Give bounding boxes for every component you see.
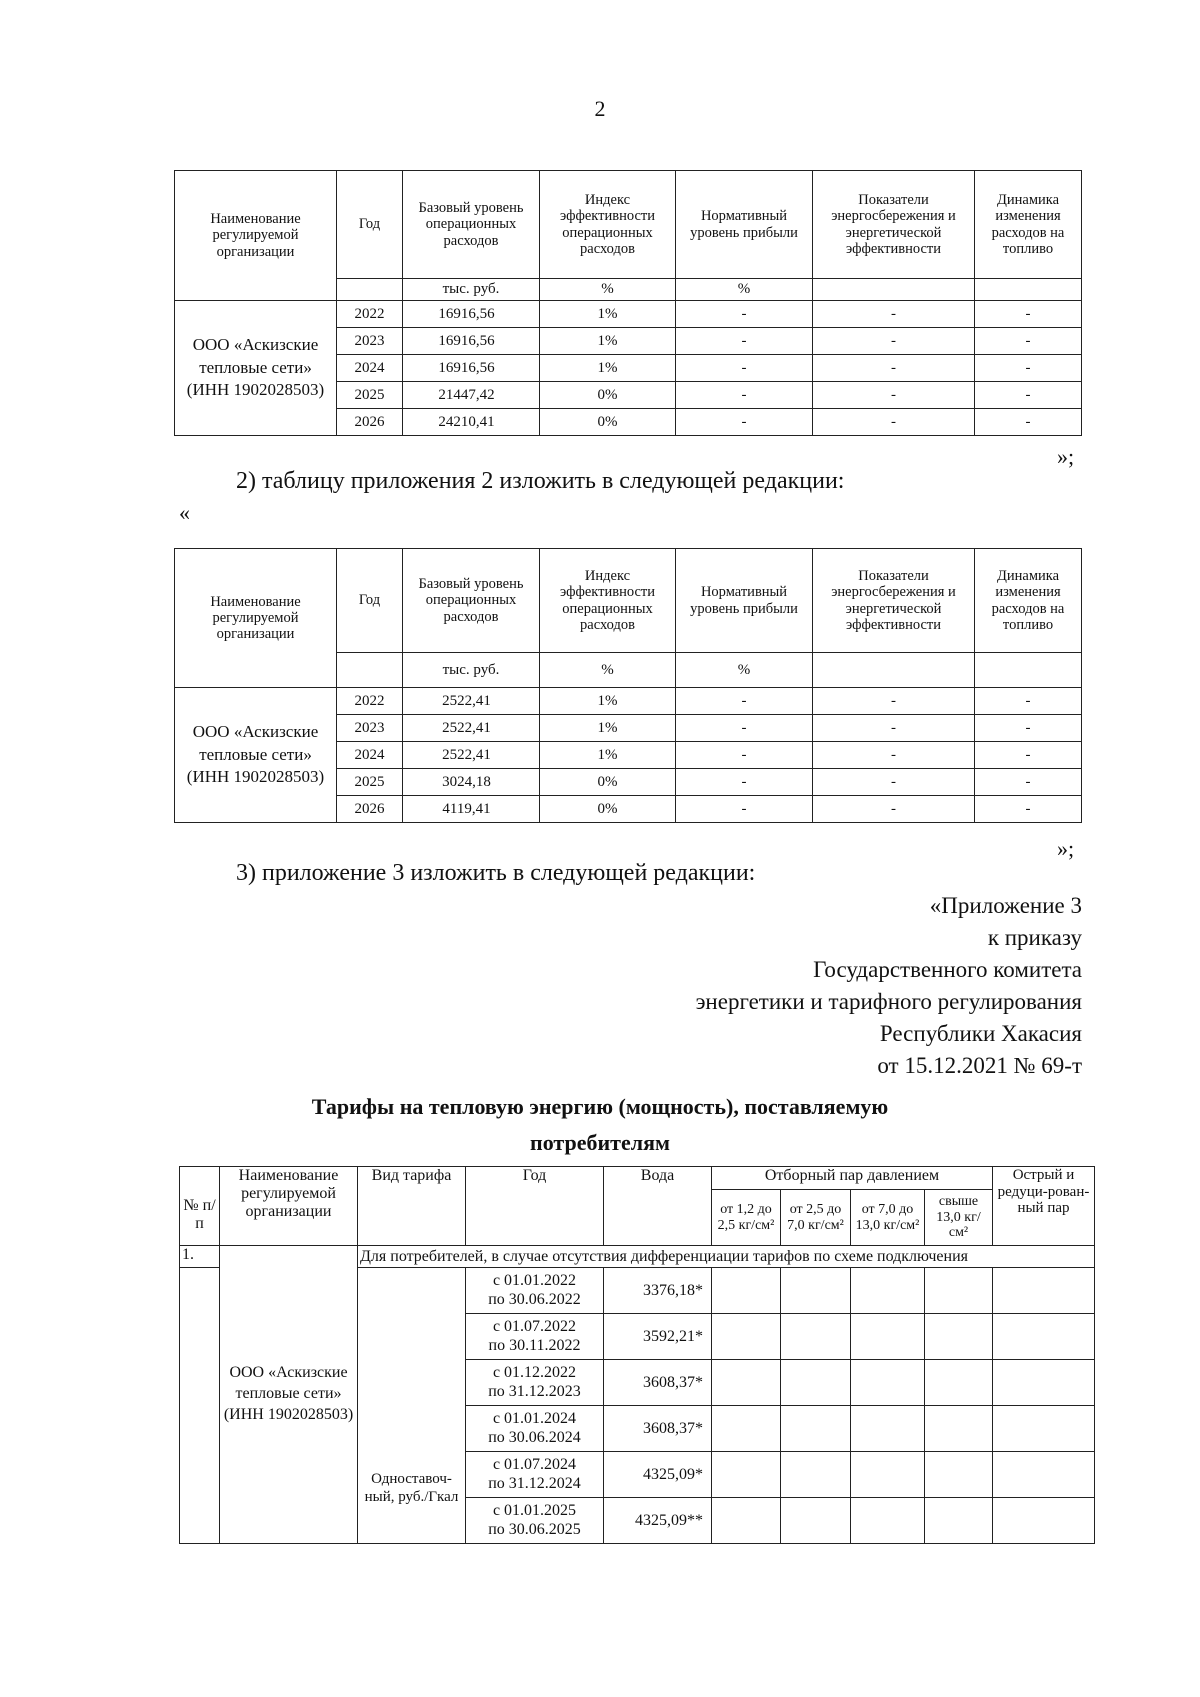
table-row: с 01.07.2022 по 30.11.2022	[466, 1314, 604, 1360]
appendix-line: от 15.12.2021 № 69-т	[877, 1053, 1082, 1078]
cell-energy: -	[813, 688, 975, 715]
header-water: Вода	[604, 1167, 712, 1246]
tariff-kind: Одноставоч-ный, руб./Гкал	[358, 1268, 466, 1544]
unit-profit: %	[676, 279, 813, 301]
header-energy: Показатели энергосбережения и энергетической эффективности	[813, 171, 975, 279]
header-profit: Нормативный уровень прибыли	[676, 549, 813, 653]
cell-base: 16916,56	[403, 355, 540, 382]
cell-base: 3024,18	[403, 769, 540, 796]
water-tariff: 3608,37*	[604, 1406, 712, 1452]
table-row: с 01.07.2024 по 31.12.2024	[466, 1452, 604, 1498]
unit-index: %	[540, 279, 676, 301]
cell-energy: -	[813, 769, 975, 796]
paragraph-3: 3) приложение 3 изложить в следующей редакции:	[236, 860, 756, 886]
closing-quote-2: »;	[1057, 836, 1075, 861]
header-number: № п/п	[180, 1167, 220, 1246]
tariff-org-name: ООО «Аскизские тепловые сети» (ИНН 1902028503)	[220, 1246, 358, 1544]
org-name: ООО «Аскизские тепловые сети» (ИНН 1902028503)	[175, 301, 337, 436]
water-tariff: 3592,21*	[604, 1314, 712, 1360]
appendix-line: энергетики и тарифного регулирования	[695, 989, 1082, 1014]
cell-energy: -	[813, 796, 975, 823]
row-number: 1.	[180, 1246, 220, 1268]
cell-index: 0%	[540, 796, 676, 823]
water-tariff: 3376,18*	[604, 1268, 712, 1314]
cell-base: 4119,41	[403, 796, 540, 823]
table-row: 2026	[337, 796, 403, 823]
opening-quote: «	[179, 500, 190, 525]
table-row: с 01.01.2022 по 30.06.2022	[466, 1268, 604, 1314]
header-steam-3: от 7,0 до 13,0 кг/см²	[851, 1190, 925, 1246]
header-profit: Нормативный уровень прибыли	[676, 171, 813, 279]
cell-profit: -	[676, 688, 813, 715]
cell-index: 1%	[540, 328, 676, 355]
table-1	[174, 170, 1082, 436]
table-row: 2026	[337, 409, 403, 436]
water-tariff: 4325,09*	[604, 1452, 712, 1498]
cell-profit: -	[676, 796, 813, 823]
cell-profit: -	[676, 409, 813, 436]
cell-index: 1%	[540, 688, 676, 715]
cell-index: 0%	[540, 382, 676, 409]
cell-fuel: -	[975, 328, 1082, 355]
tariff-table	[179, 1166, 1095, 1544]
header-steam: Отборный пар давлением	[712, 1167, 993, 1190]
cell-index: 1%	[540, 742, 676, 769]
cell-fuel: -	[975, 796, 1082, 823]
header-year: Год	[466, 1167, 604, 1246]
header-fuel: Динамика изменения расходов на топливо	[975, 171, 1082, 279]
cell-profit: -	[676, 742, 813, 769]
header-year: Год	[337, 171, 403, 279]
closing-quote-1: »;	[1057, 444, 1075, 469]
cell-energy: -	[813, 301, 975, 328]
cell-base: 2522,41	[403, 715, 540, 742]
appendix-line: к приказу	[987, 925, 1082, 950]
header-fuel: Динамика изменения расходов на топливо	[975, 549, 1082, 653]
cell-profit: -	[676, 715, 813, 742]
cell-base: 16916,56	[403, 301, 540, 328]
cell-energy: -	[813, 382, 975, 409]
cell-energy: -	[813, 742, 975, 769]
cell-index: 0%	[540, 769, 676, 796]
cell-fuel: -	[975, 355, 1082, 382]
cell-index: 0%	[540, 409, 676, 436]
page-number: 2	[594, 96, 606, 121]
paragraph-2: 2) таблицу приложения 2 изложить в следующей редакции:	[236, 468, 845, 494]
cell-base: 2522,41	[403, 742, 540, 769]
table-row: с 01.01.2025 по 30.06.2025	[466, 1498, 604, 1544]
cell-fuel: -	[975, 409, 1082, 436]
water-tariff: 4325,09**	[604, 1498, 712, 1544]
header-org: Наименование регулируемой организации	[175, 171, 337, 301]
header-index: Индекс эффективности операционных расходов	[540, 171, 676, 279]
appendix-line: «Приложение 3	[929, 893, 1082, 918]
cell-index: 1%	[540, 355, 676, 382]
table-row: с 01.01.2024 по 30.06.2024	[466, 1406, 604, 1452]
cell-fuel: -	[975, 688, 1082, 715]
cell-index: 1%	[540, 715, 676, 742]
org-name: ООО «Аскизские тепловые сети» (ИНН 1902028503)	[175, 688, 337, 823]
cell-index: 1%	[540, 301, 676, 328]
header-steam-4: свыше 13,0 кг/см²	[925, 1190, 993, 1246]
cell-profit: -	[676, 382, 813, 409]
unit-base: тыс. руб.	[403, 279, 540, 301]
header-kind: Вид тарифа	[358, 1167, 466, 1246]
unit-profit: %	[676, 653, 813, 688]
cell-fuel: -	[975, 715, 1082, 742]
header-org: Наименование регулируемой организации	[175, 549, 337, 688]
cell-base: 2522,41	[403, 688, 540, 715]
cell-energy: -	[813, 409, 975, 436]
cell-fuel: -	[975, 742, 1082, 769]
cell-base: 16916,56	[403, 328, 540, 355]
appendix-header	[696, 890, 1082, 1082]
consumer-group-label: Для потребителей, в случае отсутствия дифференциации тарифов по схеме подключения	[358, 1246, 1095, 1268]
unit-index: %	[540, 653, 676, 688]
header-base: Базовый уровень операционных расходов	[403, 171, 540, 279]
page-title: Тарифы на тепловую энергию (мощность), поставляемую	[311, 1094, 889, 1119]
header-index: Индекс эффективности операционных расходов	[540, 549, 676, 653]
header-org: Наименование регулируемой организации	[220, 1167, 358, 1246]
header-steam-2: от 2,5 до 7,0 кг/см²	[781, 1190, 851, 1246]
appendix-line: Республики Хакасия	[879, 1021, 1082, 1046]
page-title-line-2: потребителям	[530, 1130, 670, 1155]
cell-profit: -	[676, 301, 813, 328]
table-row: 2022	[337, 688, 403, 715]
cell-profit: -	[676, 328, 813, 355]
header-base: Базовый уровень операционных расходов	[403, 549, 540, 653]
header-energy: Показатели энергосбережения и энергетической эффективности	[813, 549, 975, 653]
table-2	[174, 548, 1082, 823]
cell-fuel: -	[975, 382, 1082, 409]
table-row: 2022	[337, 301, 403, 328]
appendix-line: Государственного комитета	[813, 957, 1082, 982]
cell-base: 21447,42	[403, 382, 540, 409]
cell-profit: -	[676, 355, 813, 382]
header-steam-1: от 1,2 до 2,5 кг/см²	[712, 1190, 781, 1246]
table-row: 2025	[337, 769, 403, 796]
header-year: Год	[337, 549, 403, 653]
table-row: 2024	[337, 742, 403, 769]
cell-energy: -	[813, 355, 975, 382]
table-row: 2025	[337, 382, 403, 409]
cell-fuel: -	[975, 769, 1082, 796]
table-row: 2023	[337, 715, 403, 742]
cell-fuel: -	[975, 301, 1082, 328]
table-row: с 01.12.2022 по 31.12.2023	[466, 1360, 604, 1406]
cell-base: 24210,41	[403, 409, 540, 436]
header-sharp-steam: Острый и редуци-рован-ный пар	[993, 1167, 1095, 1246]
table-row: 2023	[337, 328, 403, 355]
cell-profit: -	[676, 769, 813, 796]
unit-base: тыс. руб.	[403, 653, 540, 688]
table-row: 2024	[337, 355, 403, 382]
water-tariff: 3608,37*	[604, 1360, 712, 1406]
cell-energy: -	[813, 328, 975, 355]
cell-energy: -	[813, 715, 975, 742]
